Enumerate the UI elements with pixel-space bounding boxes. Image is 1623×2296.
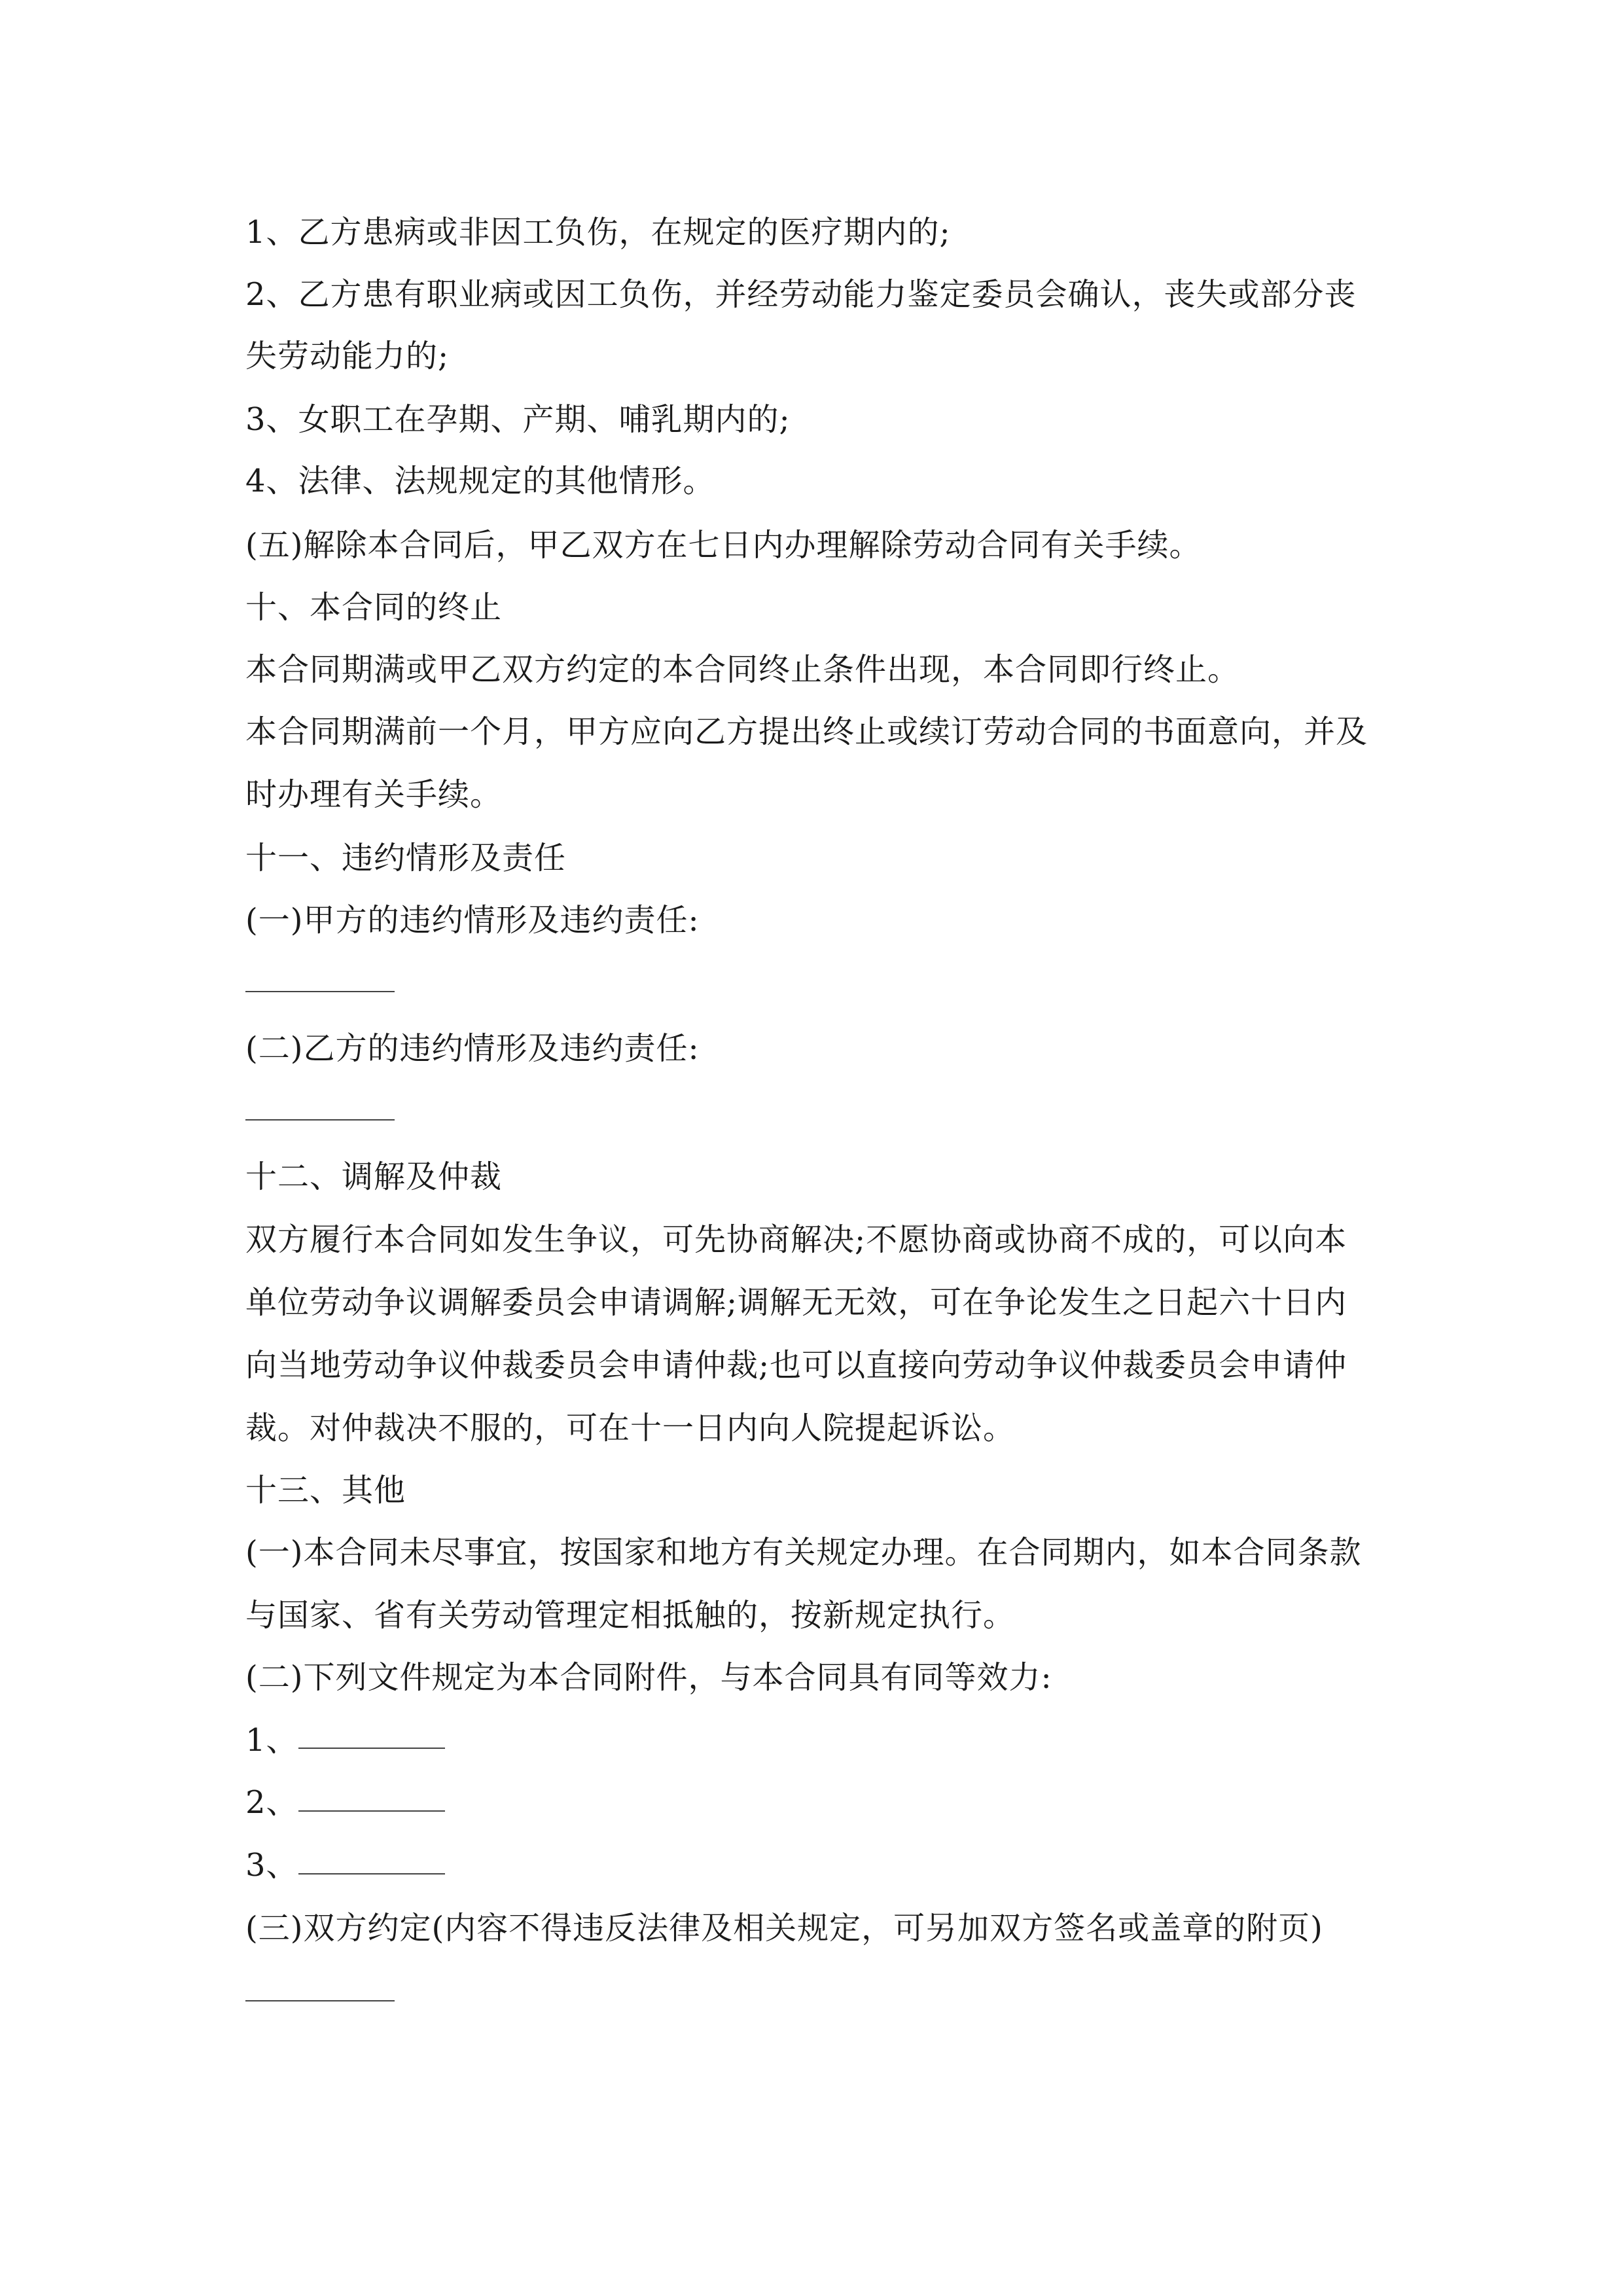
breach-party-a: (一)甲方的违约情形及违约责任: [245, 902, 700, 939]
termination-paragraph-2: 本合同期满前一个月，甲方应向乙方提出终止或续订劳动合同的书面意向，并及 [245, 713, 1368, 750]
mediation-paragraph-line-4: 裁。对仲裁决不服的，可在十一日内向人院提起诉讼。 [245, 1410, 1016, 1446]
mediation-paragraph-line-2: 单位劳动争议调解委员会申请调解;调解无无效，可在争论发生之日起六十日内 [245, 1284, 1347, 1321]
attachment-item-1-blank [298, 1748, 445, 1749]
other-clause-two: (二)下列文件规定为本合同附件，与本合同具有同等效力: [245, 1659, 1052, 1696]
attachment-item-3-blank [298, 1873, 445, 1874]
other-clause-one-line-1: (一)本合同未尽事宜，按国家和地方有关规定办理。在合同期内，如本合同条款 [245, 1534, 1362, 1571]
attachment-item-3-label: 3、 [245, 1847, 298, 1884]
section-heading-mediation: 十二、调解及仲裁 [245, 1158, 503, 1195]
clause-item-2-continued: 失劳动能力的; [245, 338, 450, 374]
clause-five: (五)解除本合同后，甲乙双方在七日内办理解除劳动合同有关手续。 [245, 527, 1202, 564]
party-b-breach-blank [245, 1119, 395, 1121]
other-clause-one-line-2: 与国家、省有关劳动管理定相抵触的，按新规定执行。 [245, 1597, 1016, 1634]
clause-item-3: 3、女职工在孕期、产期、哺乳期内的; [245, 401, 791, 438]
mutual-agreement-blank [245, 2000, 395, 2001]
mediation-paragraph-line-1: 双方履行本合同如发生争议，可先协商解决;不愿协商或协商不成的，可以向本 [245, 1221, 1347, 1258]
clause-item-1: 1、乙方患病或非因工负伤，在规定的医疗期内的; [245, 214, 951, 251]
attachment-item-2-label: 2、 [245, 1784, 298, 1821]
other-clause-three: (三)双方约定(内容不得违反法律及相关规定，可另加双方签名或盖章的附页) [245, 1910, 1323, 1946]
party-a-breach-blank [245, 991, 395, 992]
clause-item-4: 4、法律、法规规定的其他情形。 [245, 463, 715, 499]
section-heading-other: 十三、其他 [245, 1472, 406, 1509]
clause-item-2: 2、乙方患有职业病或因工负伤，并经劳动能力鉴定委员会确认，丧失或部分丧 [245, 276, 1357, 313]
mediation-paragraph-line-3: 向当地劳动争议仲裁委员会申请仲裁;也可以直接向劳动争议仲裁委员会申请仲 [245, 1347, 1347, 1384]
section-heading-termination: 十、本合同的终止 [245, 589, 503, 626]
termination-paragraph-2-continued: 时办理有关手续。 [245, 776, 503, 813]
section-heading-breach: 十一、违约情形及责任 [245, 840, 567, 876]
breach-party-b: (二)乙方的违约情形及违约责任: [245, 1030, 700, 1067]
attachment-item-2-blank [298, 1810, 445, 1812]
termination-paragraph-1: 本合同期满或甲乙双方约定的本合同终止条件出现，本合同即行终止。 [245, 651, 1240, 688]
attachment-item-1-label: 1、 [245, 1722, 298, 1759]
